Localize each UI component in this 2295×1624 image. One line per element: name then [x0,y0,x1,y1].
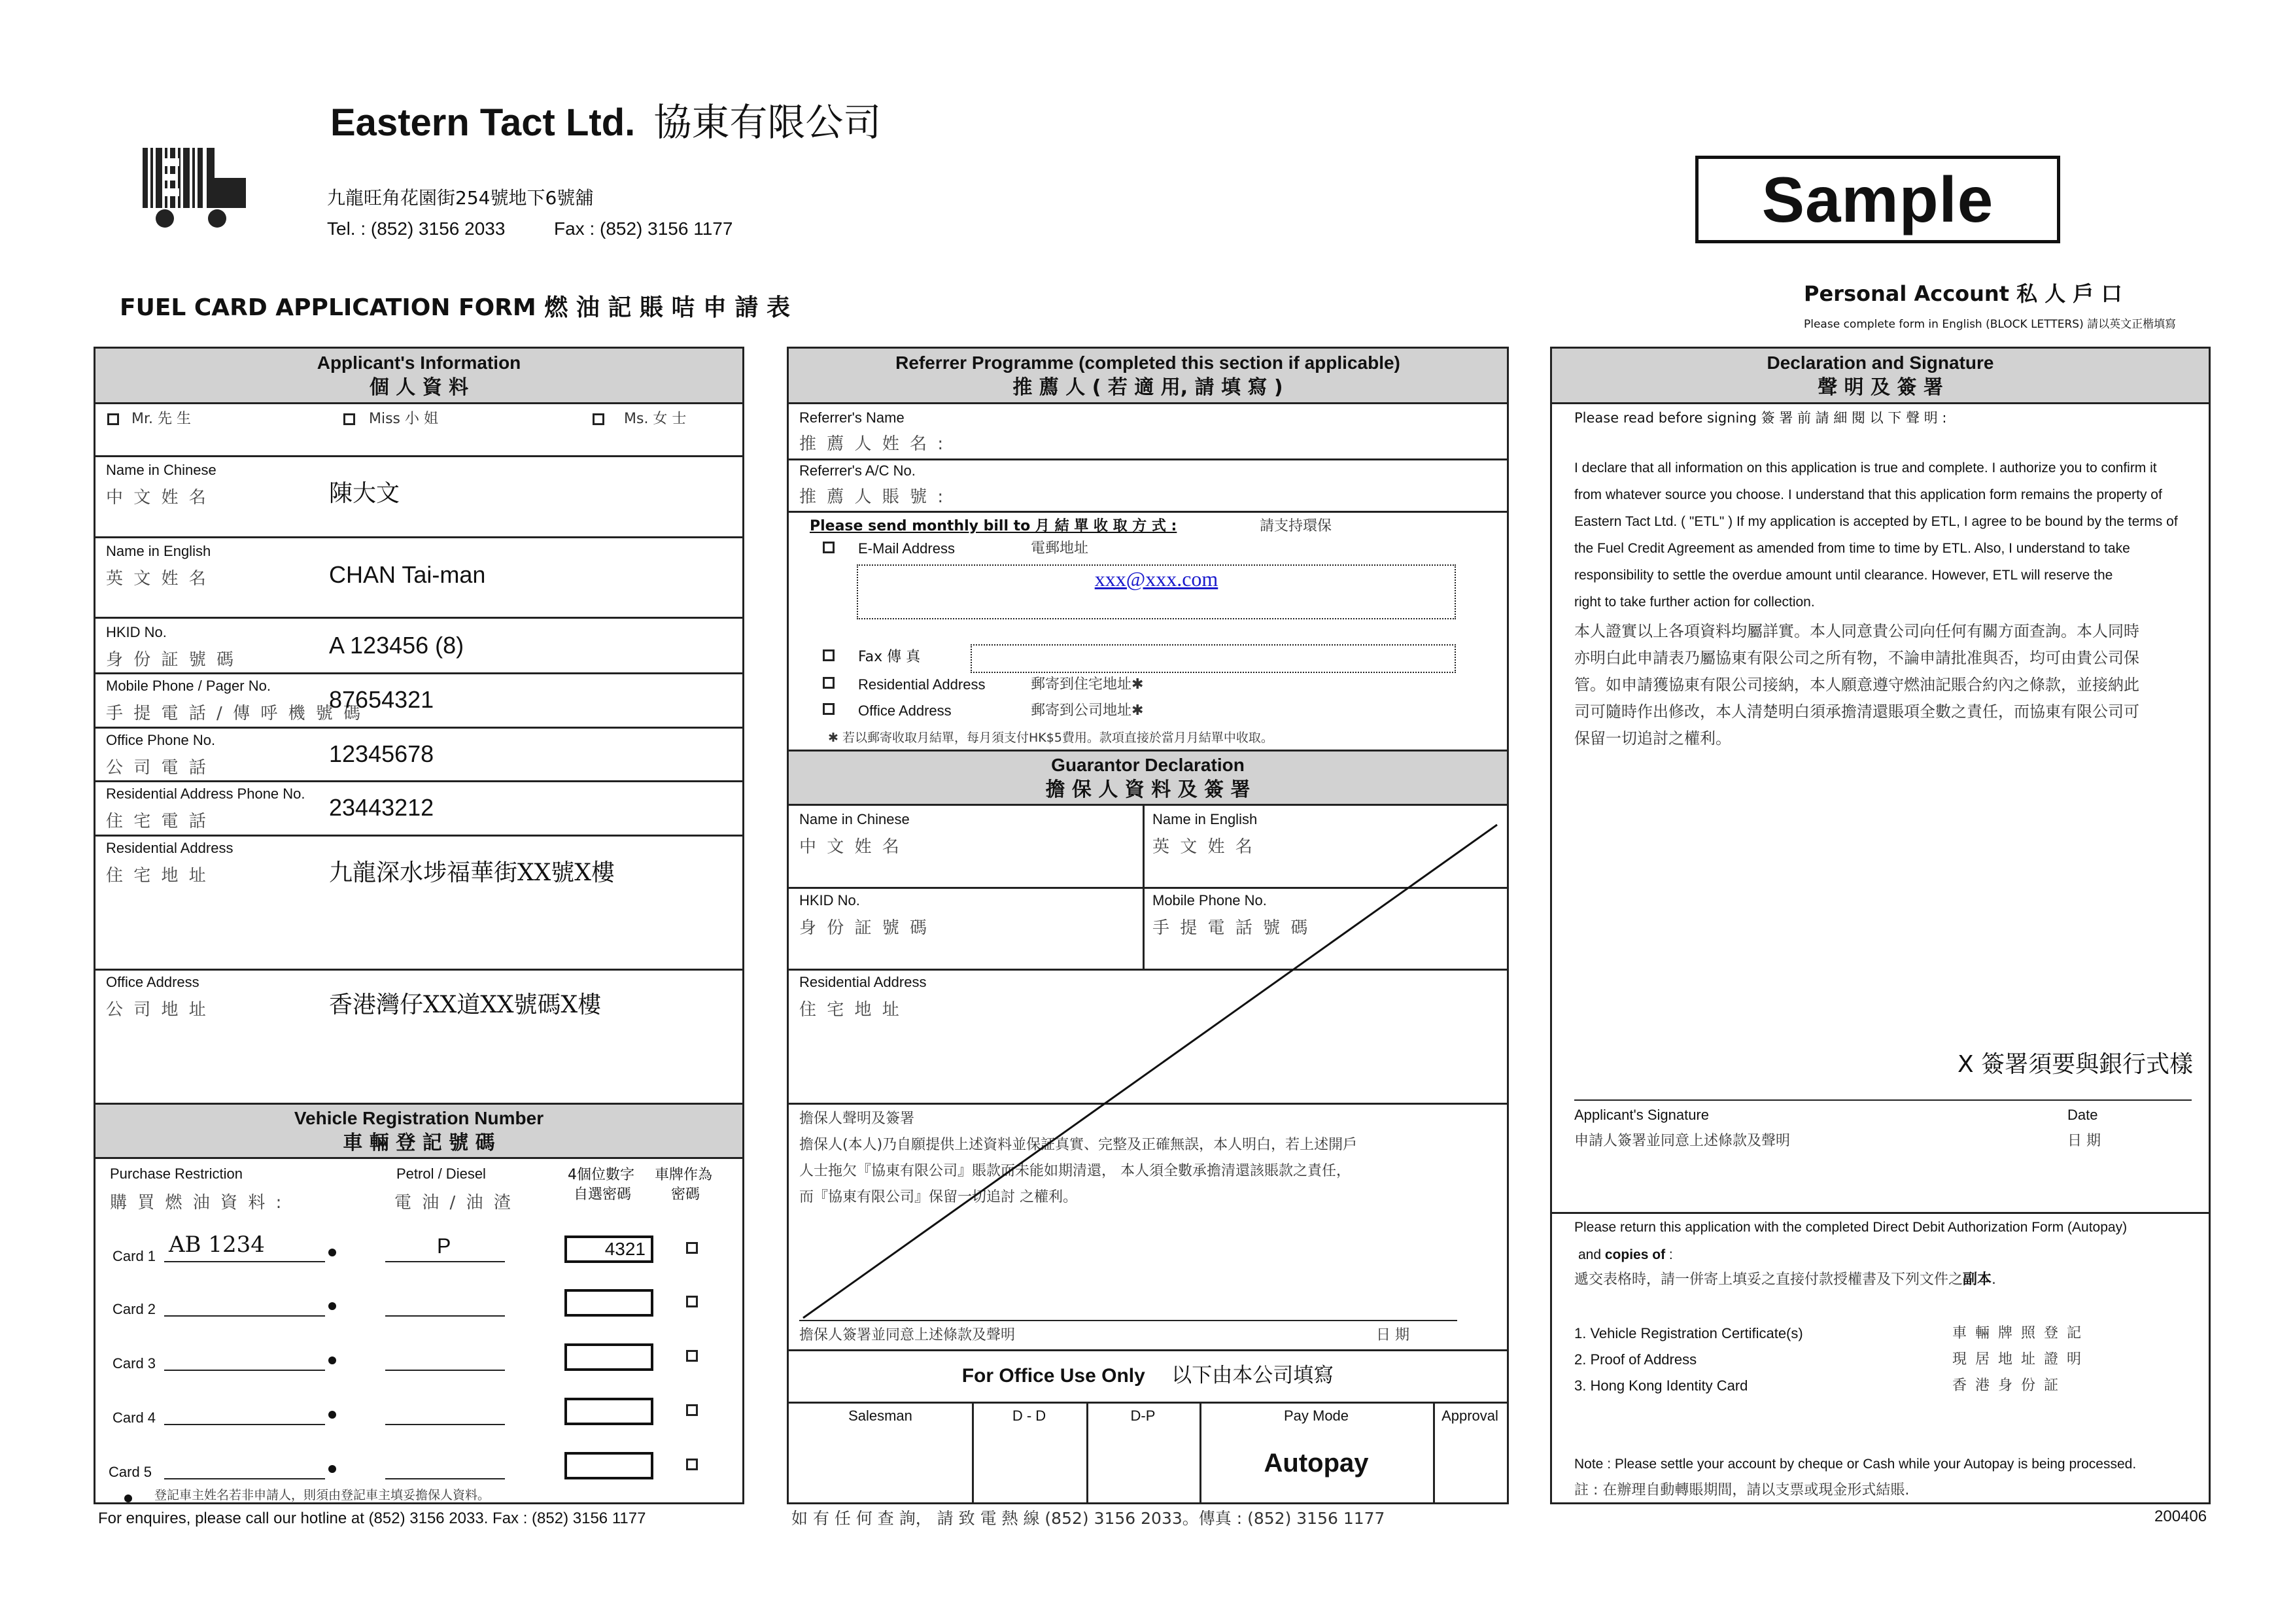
email-value: xxx@xxx.com [1094,567,1218,591]
footer-hotline-en: For enquires, please call our hotline at (852) 3156 2033. Fax : (852) 3156 1177 [98,1510,646,1527]
office-col-dd: D - D [1012,1408,1046,1424]
office-phone-label-zh: 公 司 電 話 [106,758,209,778]
autopay-note: Note : Please settle your account by cheque or Cash while your Autopay is being processed. [1574,1457,2137,1472]
return-zh-copy: 副本 [1963,1271,1992,1288]
applicant-header [95,349,742,404]
office-col-salesman: Salesman [848,1408,912,1424]
pin-label-2: 自選密碼 [574,1186,632,1203]
card-pin-field[interactable] [564,1452,653,1479]
office-col-approval: Approval [1441,1408,1498,1424]
fuel-type-label: Petrol / Diesel [396,1166,486,1182]
mobile-label-zh: 手 提 電 話 / 傳 呼 機 號 碼 [106,704,364,723]
declaration-en-text [1574,455,2202,615]
footer-hotline-zh: 如 有 任 何 查 詢， 請 致 電 熱 線 (852) 3156 2033。傳真 : (852) 3156 1177 [791,1509,1385,1528]
name-cn-label-en: Name in Chinese [106,462,216,478]
res-address-field[interactable]: 九龍深水埗福華街XX號X樓 [329,859,615,886]
purchase-restriction-label: Purchase Restriction [110,1166,243,1182]
form-title: FUEL CARD APPLICATION FORM 燃 油 記 賬 咭 申 請 表 [120,294,790,321]
office-address-label-zh: 公 司 地 址 [106,1000,209,1020]
signature-line[interactable] [1574,1099,2192,1101]
residential-mail-zh: 郵寄到住宅地址✱ [1031,676,1144,693]
plate-pin-label-1: 車牌作為 [655,1167,713,1183]
guarantor-name-cn-zh: 中 文 姓 名 [799,837,902,857]
office-use-title-zh: 以下由本公司填寫 [1171,1364,1334,1387]
eco-note: 請支持環保 [1260,518,1332,534]
card-plate-checkbox[interactable] [686,1404,698,1416]
card-pin-field[interactable] [564,1343,653,1371]
declaration-en-line: responsibility to settle the overdue amount until clearance. However, ETL will reserve the [1574,568,2113,583]
guarantor-address-label: Residential Address [799,974,927,990]
required-doc-zh: 現 居 地 址 證 明 [1952,1351,2083,1368]
pay-mode-value: Autopay [1264,1449,1369,1477]
mail-fee-note: ✱ 若以郵寄收取月結單，每月須支付HK$5費用。款項直接於當月月結單中收取。 [828,731,1273,745]
fuel-type-zh: 電 油 / 油 渣 [394,1193,513,1213]
guarantor-declaration-line: 而『協東有限公司』保留一切追討 之權利。 [799,1189,1077,1205]
card-label: Card 5 [109,1464,152,1480]
mobile-field[interactable]: 87654321 [329,686,434,713]
fax-label: Fax 傳 真 [858,649,921,665]
vehicle-title-en: Vehicle Registration Number [294,1108,544,1128]
card-pin-field[interactable]: 4321 [564,1235,653,1263]
company-name-zh: 協東有限公司 [653,100,882,145]
required-doc-en: 1. Vehicle Registration Certificate(s) [1574,1325,1803,1341]
guarantor-date-label: 日 期 [1376,1327,1409,1343]
card-label: Card 4 [112,1409,156,1426]
pin-label-1: 4個位數字 [568,1167,634,1183]
name-cn-field[interactable]: 陳大文 [329,480,400,507]
name-en-field[interactable]: CHAN Tai-man [329,561,486,588]
guarantor-name-en-label: Name in English [1152,811,1258,827]
declaration-en-line: the Fuel Credit Agreement as amended from time to time by ETL. Also, I understand to take [1574,541,2130,556]
card-plate-checkbox[interactable] [686,1459,698,1470]
return-zh-text: 遞交表格時，請一併寄上填妥之直接付款授權書及下列文件之 [1574,1271,1963,1288]
return-and: and [1578,1247,1605,1262]
guarantor-address-zh: 住 宅 地 址 [799,1000,902,1020]
declaration-zh-line: 本人證實以上各項資料均屬詳實。本人同意貴公司向任何有關方面查詢。本人同時 [1574,622,2139,640]
office-phone-field[interactable]: 12345678 [329,740,434,767]
office-use-title-en: For Office Use Only [961,1365,1145,1387]
sample-stamp-text: Sample [1761,164,1994,235]
referrer-name-zh: 推 薦 人 姓 名 : [799,434,946,454]
guarantor-mobile-zh: 手 提 電 話 號 碼 [1152,918,1311,938]
office-use-header [789,1349,1507,1404]
hkid-label-en: HKID No. [106,624,167,640]
return-colon: : [1665,1247,1673,1262]
card-plate-checkbox[interactable] [686,1242,698,1254]
plate-pin-label-2: 密碼 [671,1186,700,1203]
guarantor-name-cn-label: Name in Chinese [799,811,910,827]
office-col-dp: D-P [1130,1408,1156,1424]
return-instruction-2 [1578,1246,1673,1264]
guarantor-name-en-zh: 英 文 姓 名 [1152,837,1255,857]
signature-date-label: Date [2067,1107,2098,1123]
card-pin-field[interactable] [564,1398,653,1425]
declaration-zh-line: 保留一切追討之權利。 [1574,729,1731,748]
mobile-label-en: Mobile Phone / Pager No. [106,678,271,694]
guarantor-declaration-line: 人士拖欠『協東有限公司』賬款而未能如期清還， 本人須全數承擔清還該賬款之責任， [799,1163,1351,1179]
declaration-title-en: Declaration and Signature [1767,353,1994,373]
hkid-field[interactable]: A 123456 (8) [329,632,464,659]
guarantor-strike-line [789,349,1508,1330]
card-fuel-field[interactable]: P [437,1234,451,1258]
declaration-zh-line: 司可隨時作出修改，本人清楚明白須承擔清還賬項全數之責任，而協東有限公司可 [1574,702,2139,721]
declaration-en-line: from whatever source you choose. I understand that this application form remains the property of [1574,487,2162,502]
card-label: Card 1 [112,1248,156,1264]
company-name-en: Eastern Tact Ltd. [330,101,636,144]
bill-prompt: Please send monthly bill to 月 結 單 收 取 方 式 : [810,518,1177,534]
mr-checkbox[interactable] [107,413,119,425]
guarantor-declaration-line: 擔保人(本人)乃自願提供上述資料並保証真實、完整及正確無誤，本人明白，若上述開戶 [799,1137,1358,1153]
referrer-ac-label: Referrer's A/C No. [799,462,916,479]
ms-label: Ms. 女 士 [624,411,687,427]
declaration-header [1552,349,2209,404]
return-copies-of: copies of [1604,1247,1666,1262]
guarantor-declaration-title: 擔保人聲明及簽署 [799,1111,915,1127]
company-fax: Fax : (852) 3156 1177 [554,218,733,239]
return-instruction-zh [1574,1271,1996,1289]
referrer-panel [787,347,1509,1504]
declaration-panel [1550,347,2211,1504]
office-col-pay-mode: Pay Mode [1283,1408,1349,1424]
signature-mark: X 簽署須要與銀行式樣 [1958,1051,2194,1078]
card-pin-field[interactable] [564,1289,653,1317]
name-cn-label-zh: 中 文 姓 名 [106,488,209,508]
applicant-signature-label: Applicant's Signature [1574,1107,1709,1123]
mr-label: Mr. 先 生 [131,411,191,427]
card-label: Card 2 [112,1301,156,1317]
referrer-name-label: Referrer's Name [799,409,905,426]
card-plate-field[interactable]: AB 1234 [169,1232,265,1258]
office-phone-label-en: Office Phone No. [106,732,216,748]
vehicle-header [95,1103,742,1159]
res-address-label-en: Residential Address [106,840,233,856]
owner-footnote: 登記車主姓名若非申請人，則須由登記車主填妥擔保人資料。 [154,1488,491,1502]
applicant-title-zh: 個 人 資 料 [369,376,469,399]
declaration-en-line: right to take further action for collection. [1574,595,1815,610]
referrer-title-en: Referrer Programme (completed this section if applicable) [895,353,1400,373]
email-label-zh: 電郵地址 [1031,540,1089,557]
purchase-restriction-zh: 購 買 燃 油 資 料 : [110,1193,285,1213]
miss-checkbox[interactable] [343,413,355,425]
return-zh-dot: . [1992,1271,1997,1288]
applicant-signature-zh: 申請人簽署並同意上述條款及聲明 [1574,1133,1791,1149]
res-address-label-zh: 住 宅 地 址 [106,866,209,886]
home-phone-field[interactable]: 23443212 [329,794,434,821]
company-address: 九龍旺角花園街254號地下6號舖 [327,187,594,209]
return-instruction: Please return this application with the completed Direct Debit Authorization Form (Autopay) [1574,1220,2128,1235]
account-note: Please complete form in English (BLOCK LETTERS) 請以英文正楷填寫 [1804,318,2177,331]
declaration-intro: Please read before signing 簽 署 前 請 細 閱 以 下 聲 明 : [1574,410,1947,426]
etl-logo-icon [139,145,249,232]
guarantor-title-en: Guarantor Declaration [1051,755,1245,775]
guarantor-title-zh: 擔 保 人 資 料 及 簽 署 [1045,778,1251,801]
company-name [330,99,881,146]
home-phone-label-zh: 住 宅 電 話 [106,812,209,831]
office-address-label-en: Office Address [106,974,199,990]
vehicle-title-zh: 車 輛 登 記 號 碼 [343,1132,495,1154]
hkid-label-zh: 身 份 証 號 碼 [106,650,237,670]
referrer-ac-zh: 推 薦 人 賬 號 : [799,487,946,507]
required-doc-en: 3. Hong Kong Identity Card [1574,1377,1748,1394]
residential-mail-label: Residential Address [858,676,986,693]
guarantor-hkid-label: HKID No. [799,892,860,908]
required-doc-zh: 香 港 身 份 証 [1952,1377,2060,1394]
applicant-title-en: Applicant's Information [317,353,521,373]
office-address-field[interactable]: 香港灣仔XX道XX號碼X樓 [329,992,602,1018]
home-phone-label-en: Residential Address Phone No. [106,786,305,802]
card-label: Card 3 [112,1355,156,1372]
office-mail-label: Office Address [858,702,952,719]
guarantor-signature-label: 擔保人簽署並同意上述條款及聲明 [799,1327,1016,1343]
company-tel: Tel. : (852) 3156 2033 [327,218,506,239]
guarantor-hkid-zh: 身 份 証 號 碼 [799,918,930,938]
card-plate-checkbox[interactable] [686,1296,698,1307]
name-en-label-en: Name in English [106,543,211,559]
declaration-zh-text [1574,618,2202,752]
office-mail-zh: 郵寄到公司地址✱ [1031,702,1144,719]
account-type: Personal Account 私 人 戶 口 [1804,281,2122,306]
signature-date-zh: 日 期 [2067,1133,2101,1149]
declaration-zh-line: 管。如申請獲協東有限公司接納，本人願意遵守燃油記賬合約內之條款，並接納此 [1574,676,2139,694]
referrer-title-zh: 推 薦 人 ( 若 適 用, 請 填 寫 ) [1012,376,1283,399]
ms-checkbox[interactable] [593,413,604,425]
company-logo [139,145,249,232]
required-doc-zh: 車 輛 牌 照 登 記 [1952,1325,2083,1341]
sample-stamp [1695,156,2060,243]
declaration-title-zh: 聲 明 及 簽 署 [1818,376,1943,399]
card-plate-checkbox[interactable] [686,1350,698,1362]
name-en-label-zh: 英 文 姓 名 [106,569,209,589]
declaration-zh-line: 亦明白此申請表乃屬協東有限公司之所有物，不論申請批准與否，均可由貴公司保 [1574,649,2139,667]
miss-label: Miss 小 姐 [369,411,439,427]
autopay-note-zh: 註 : 在辦理自動轉賬期間，請以支票或現金形式結賬. [1574,1482,1910,1498]
required-doc-en: 2. Proof of Address [1574,1351,1697,1368]
declaration-en-line: I declare that all information on this application is true and complete. I authorize you to confirm it [1574,460,2157,475]
form-code: 200406 [2154,1508,2207,1525]
email-label: E-Mail Address [858,540,955,557]
guarantor-mobile-label: Mobile Phone No. [1152,892,1267,908]
applicant-panel [94,347,744,1504]
declaration-en-line: Eastern Tact Ltd. ( "ETL" ) If my application is accepted by ETL, I agree to be bound by the terms of [1574,514,2178,529]
